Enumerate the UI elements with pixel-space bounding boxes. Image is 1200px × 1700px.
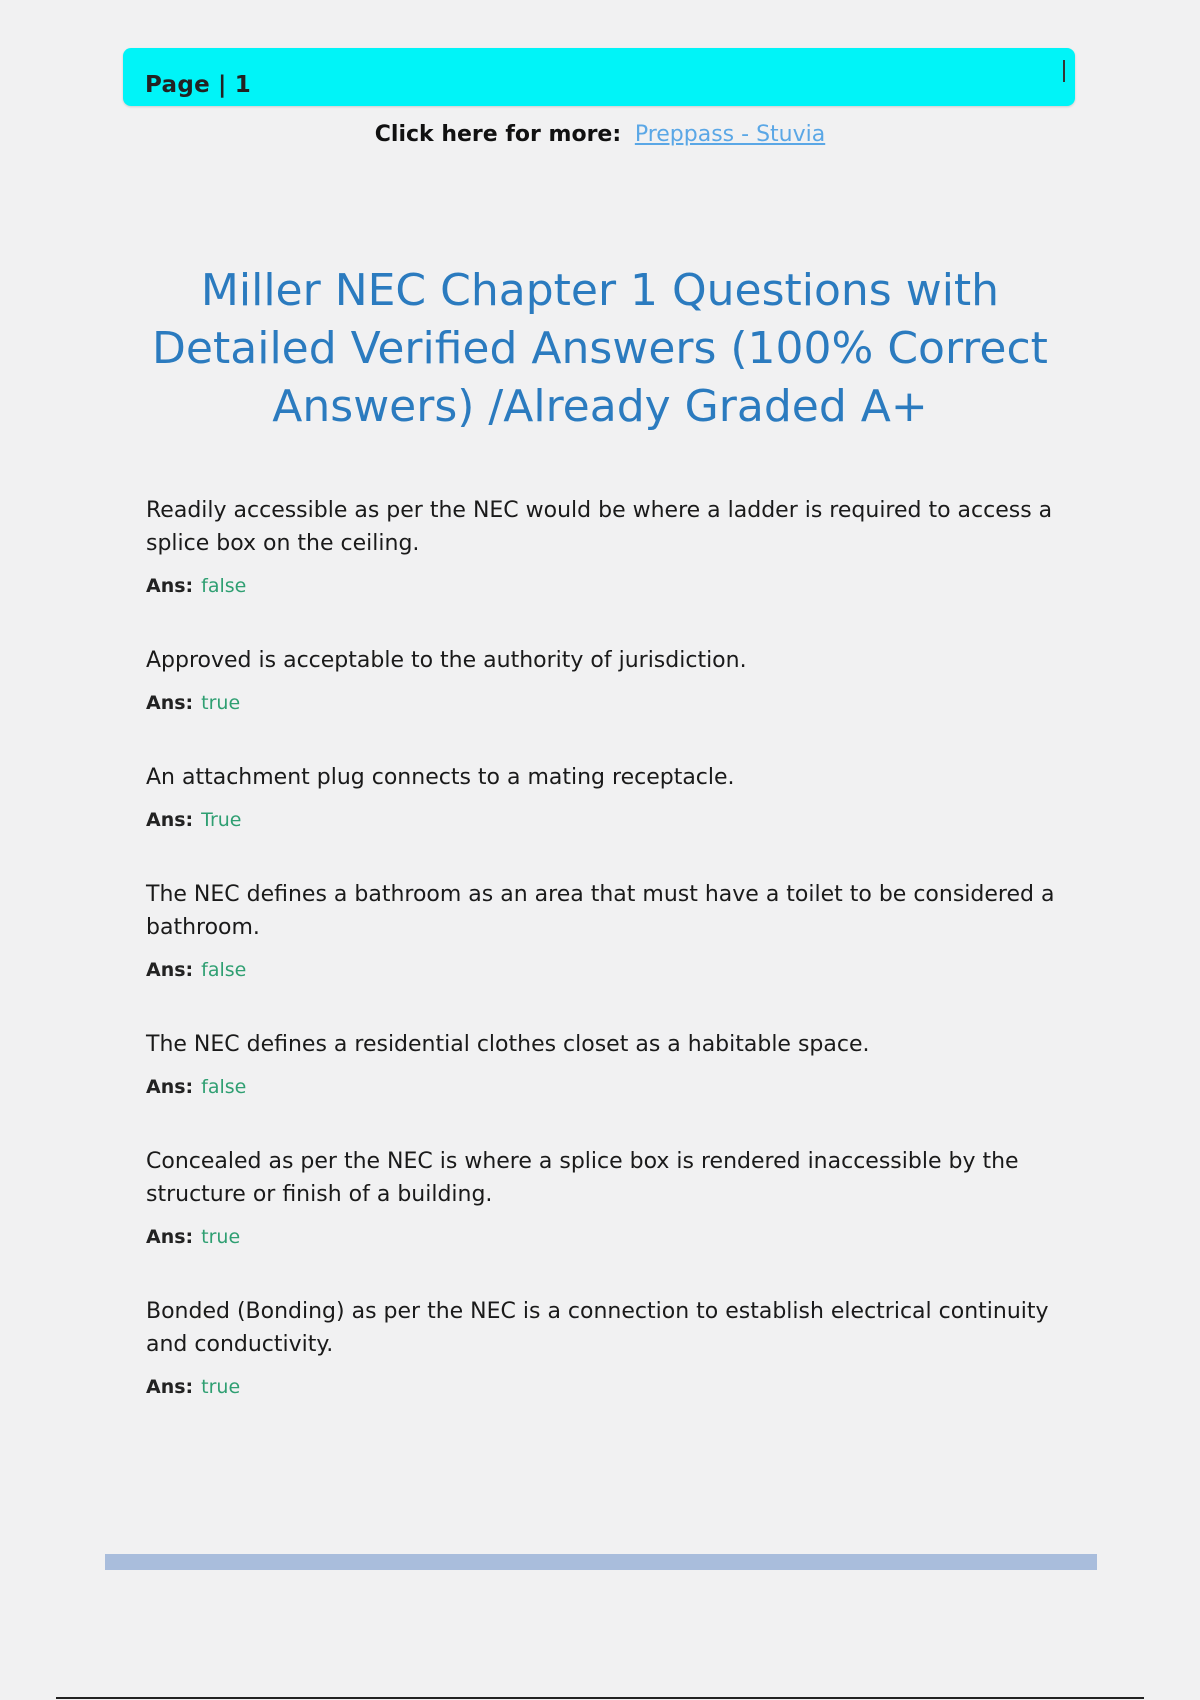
answer-value: True <box>201 809 242 831</box>
answer-line <box>146 574 1066 598</box>
page-number: 1 <box>234 72 252 98</box>
question-text: The NEC defines a bathroom as an area that must have a toilet to be considered a bathroom. <box>146 882 1055 940</box>
answer-line <box>146 1225 1066 1249</box>
question-text: An attachment plug connects to a mating receptacle. <box>146 765 735 790</box>
answer-value: true <box>201 692 241 714</box>
qa-item <box>146 1145 1066 1249</box>
answer-line <box>146 958 1066 982</box>
answer-value: true <box>201 1226 241 1248</box>
answer-value: false <box>201 1076 247 1098</box>
promo-line <box>0 122 1200 147</box>
page-header-banner <box>123 48 1075 106</box>
answer-label: Ans: <box>146 1076 194 1098</box>
page-separator: | <box>218 72 227 98</box>
answer-label: Ans: <box>146 575 194 597</box>
answer-value: false <box>201 575 247 597</box>
question-text: Concealed as per the NEC is where a splice box is rendered inaccessible by the structure or finish of a building. <box>146 1149 1019 1207</box>
question-text: Bonded (Bonding) as per the NEC is a connection to establish electrical continuity and conductivity. <box>146 1299 1049 1357</box>
answer-label: Ans: <box>146 692 194 714</box>
qa-item <box>146 1028 1066 1099</box>
footer-bar <box>105 1554 1097 1570</box>
answer-label: Ans: <box>146 1226 194 1248</box>
qa-item <box>146 1295 1066 1399</box>
promo-link[interactable]: Preppass - Stuvia <box>634 122 826 147</box>
page-indicator <box>145 72 251 98</box>
answer-value: false <box>201 959 247 981</box>
answer-label: Ans: <box>146 1376 194 1398</box>
question-text: Approved is acceptable to the authority of jurisdiction. <box>146 648 747 673</box>
qa-item <box>146 761 1066 832</box>
answer-line <box>146 691 1066 715</box>
answer-label: Ans: <box>146 809 194 831</box>
qa-item <box>146 494 1066 598</box>
answer-line <box>146 808 1066 832</box>
page-bottom-rule <box>56 1697 1144 1699</box>
qa-item <box>146 878 1066 982</box>
question-text: Readily accessible as per the NEC would be where a ladder is required to access a splice box on the ceiling. <box>146 498 1053 556</box>
answer-line <box>146 1075 1066 1099</box>
header-divider-mark <box>1063 60 1065 82</box>
question-text: The NEC defines a residential clothes closet as a habitable space. <box>146 1032 870 1057</box>
promo-prefix: Click here for more: <box>374 122 622 147</box>
answer-value: true <box>201 1376 241 1398</box>
document-title: Miller NEC Chapter 1 Questions with Detailed Verified Answers (100% Correct Answers) /Already Graded A+ <box>152 265 1048 432</box>
answer-label: Ans: <box>146 959 194 981</box>
answer-line <box>146 1375 1066 1399</box>
qa-list <box>146 494 1066 1445</box>
page-word: Page <box>145 72 211 98</box>
qa-item <box>146 644 1066 715</box>
